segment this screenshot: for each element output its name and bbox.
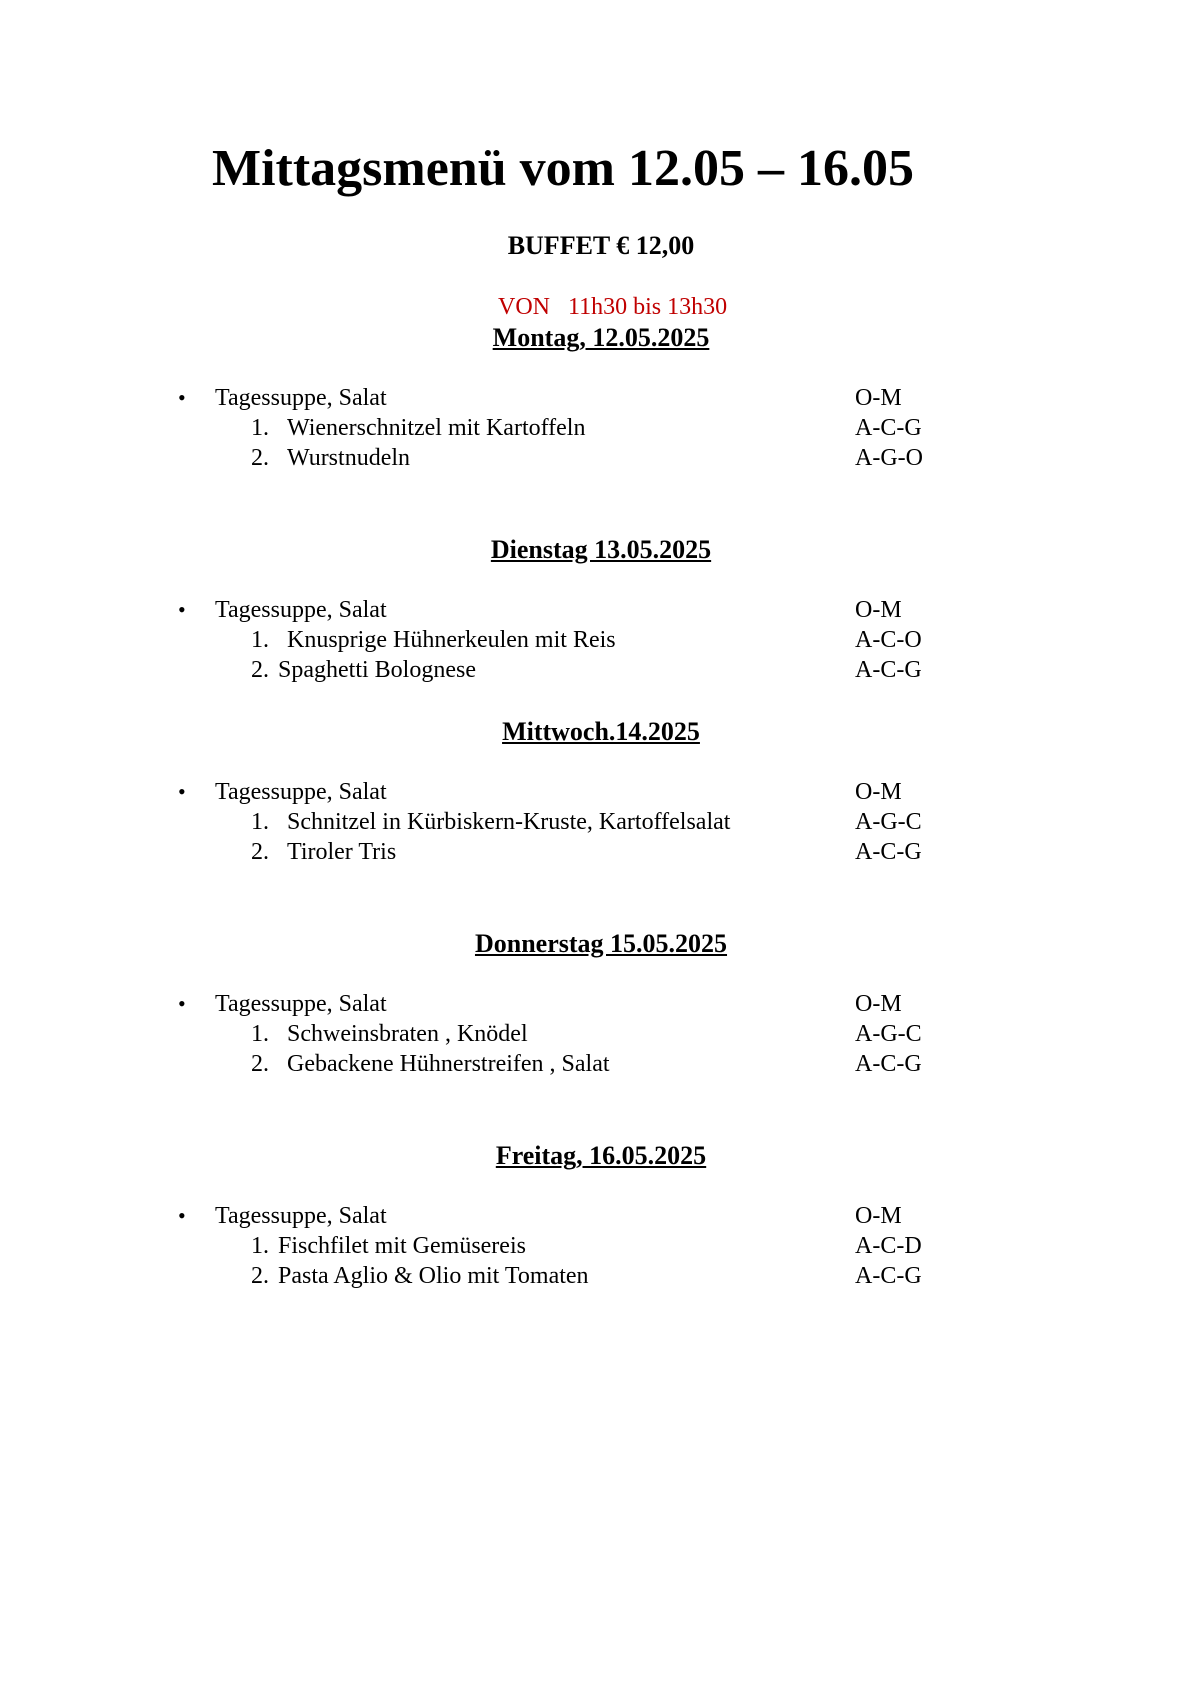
menu-items: [0, 777, 1190, 867]
day-tuesday: [0, 536, 1190, 685]
bullet-icon: •: [178, 778, 186, 804]
page-title: Mittagsmenü vom 12.05 – 16.05: [212, 140, 914, 197]
bullet-icon: •: [178, 990, 186, 1016]
dish-row: [0, 1049, 1190, 1079]
buffet-price: BUFFET € 12,00: [507, 231, 695, 260]
soup-row: [0, 989, 1190, 1019]
day-heading: Mittwoch.14.2025: [502, 717, 700, 746]
soup-label: Tagessuppe, Salat: [215, 778, 387, 805]
menu-items: [0, 383, 1190, 473]
dish-row: [0, 1261, 1190, 1291]
dish-number: 2.: [251, 1050, 269, 1077]
soup-row: [0, 777, 1190, 807]
dish-label: Gebackene Hühnerstreifen , Salat: [287, 1050, 610, 1077]
allergen-codes: A-C-O: [855, 626, 922, 653]
day-friday: [0, 1142, 1190, 1291]
allergen-codes: A-G-O: [855, 444, 923, 471]
menu-items: [0, 595, 1190, 685]
dish-row: [0, 1231, 1190, 1261]
day-heading: Freitag, 16.05.2025: [495, 1141, 707, 1170]
dish-label: Wurstnudeln: [287, 444, 411, 471]
menu-items: [0, 989, 1190, 1079]
dish-number: 1.: [251, 626, 269, 653]
allergen-codes: O-M: [855, 990, 902, 1017]
dish-row: [0, 413, 1190, 443]
bullet-icon: •: [178, 1202, 186, 1228]
dish-row: [0, 1019, 1190, 1049]
allergen-codes: O-M: [855, 1202, 902, 1229]
dish-label: Tiroler Tris: [287, 838, 397, 865]
dish-number: 1.: [251, 1232, 269, 1259]
dish-label: Wienerschnitzel mit Kartoffeln: [287, 414, 586, 441]
dish-label: Fischfilet mit Gemüsereis: [278, 1232, 526, 1259]
dish-row: [0, 837, 1190, 867]
dish-number: 2.: [251, 838, 269, 865]
day-heading: Donnerstag 15.05.2025: [474, 929, 728, 958]
soup-label: Tagessuppe, Salat: [215, 1202, 387, 1229]
allergen-codes: O-M: [855, 384, 902, 411]
bullet-icon: •: [178, 596, 186, 622]
soup-label: Tagessuppe, Salat: [215, 596, 387, 623]
dish-number: 1.: [251, 808, 269, 835]
day-wednesday: [0, 718, 1190, 867]
dish-row: [0, 655, 1190, 685]
dish-label: Schnitzel in Kürbiskern-Kruste, Kartoffelsalat: [287, 808, 731, 835]
dish-row: [0, 443, 1190, 473]
dish-number: 1.: [251, 414, 269, 441]
soup-row: [0, 595, 1190, 625]
soup-label: Tagessuppe, Salat: [215, 384, 387, 411]
soup-row: [0, 1201, 1190, 1231]
day-monday: [0, 324, 1190, 473]
dish-label: Schweinsbraten , Knödel: [287, 1020, 528, 1047]
allergen-codes: A-C-G: [855, 414, 922, 441]
allergen-codes: A-C-G: [855, 838, 922, 865]
soup-label: Tagessuppe, Salat: [215, 990, 387, 1017]
dish-number: 2.: [251, 656, 269, 683]
allergen-codes: A-G-C: [855, 808, 922, 835]
allergen-codes: A-C-D: [855, 1232, 922, 1259]
allergen-codes: O-M: [855, 778, 902, 805]
dish-number: 2.: [251, 444, 269, 471]
dish-number: 1.: [251, 1020, 269, 1047]
day-thursday: [0, 930, 1190, 1079]
dish-label: Pasta Aglio & Olio mit Tomaten: [278, 1262, 589, 1289]
allergen-codes: A-C-G: [855, 1050, 922, 1077]
dish-row: [0, 807, 1190, 837]
day-heading: Montag, 12.05.2025: [492, 323, 710, 352]
dish-row: [0, 625, 1190, 655]
dish-number: 2.: [251, 1262, 269, 1289]
soup-row: [0, 383, 1190, 413]
menu-items: [0, 1201, 1190, 1291]
allergen-codes: A-C-G: [855, 1262, 922, 1289]
day-heading: Dienstag 13.05.2025: [490, 535, 712, 564]
allergen-codes: A-G-C: [855, 1020, 922, 1047]
allergen-codes: O-M: [855, 596, 902, 623]
allergen-codes: A-C-G: [855, 656, 922, 683]
dish-label: Knusprige Hühnerkeulen mit Reis: [287, 626, 616, 653]
opening-hours: VON 11h30 bis 13h30: [498, 294, 728, 320]
bullet-icon: •: [178, 384, 186, 410]
dish-label: Spaghetti Bolognese: [278, 656, 476, 683]
